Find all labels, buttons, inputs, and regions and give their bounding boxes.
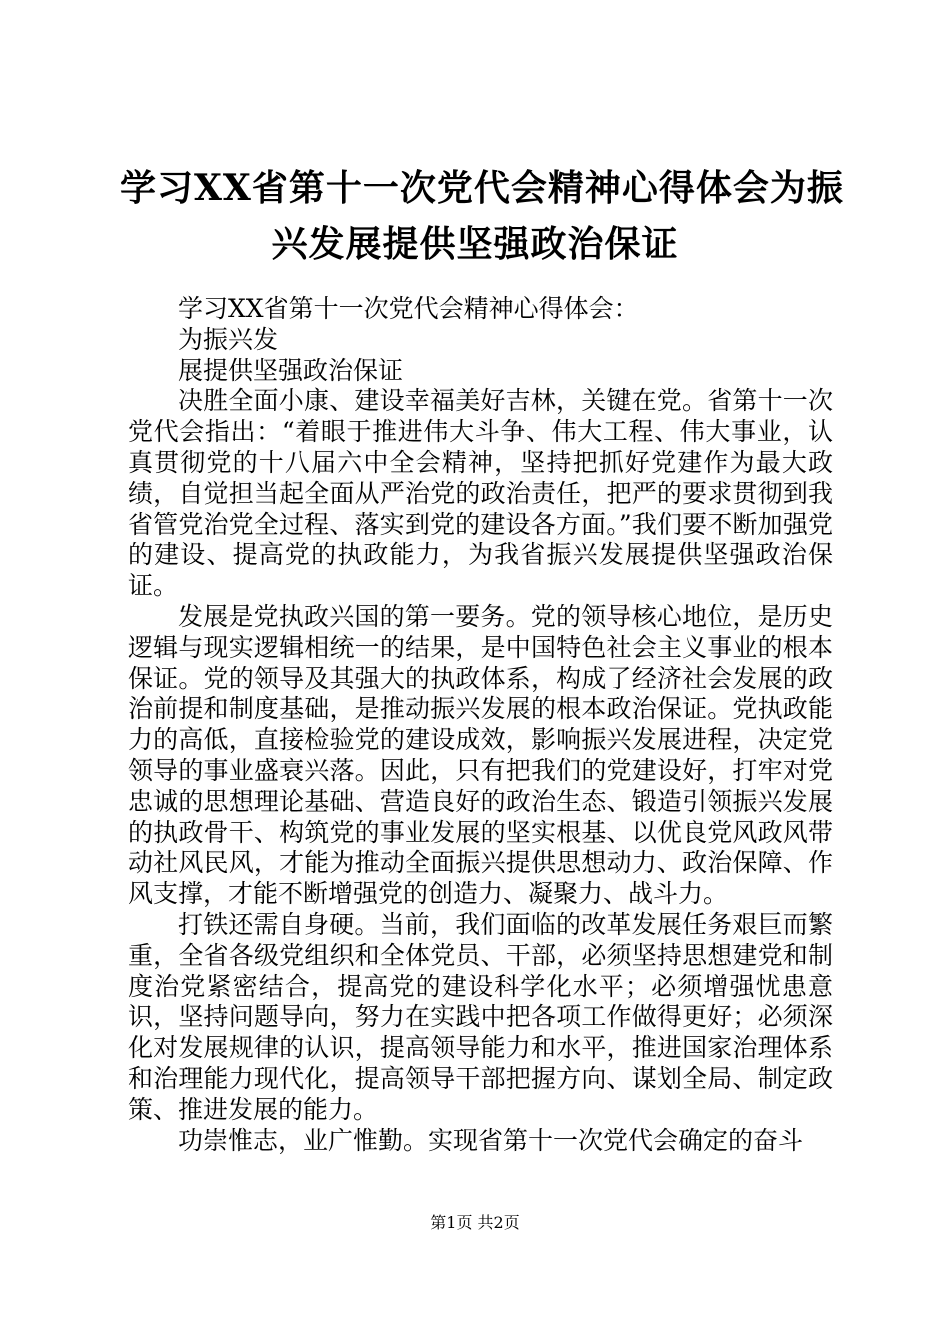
title-line-2: 兴发展提供坚强政治保证 (271, 223, 679, 265)
page-footer: 第1页 共2页 (430, 1213, 520, 1232)
paragraph-heading-3: 展提供坚强政治保证 (178, 355, 404, 385)
paragraph-heading-2: 为振兴发 (178, 324, 279, 354)
paragraph: 决胜全面小康、建设幸福美好吉林，关键在党。省第十一次党代会指出：“着眼于推进伟大斗争、伟大工程、伟大事业，认真贯彻党的十八届六中全会精神，坚持把抓好党建作为最大政绩，自觉担当起全面从严治党的政治责任，把严的要求贯彻到我省管党治党全过程、落实到党的建设各方面。”我们要不断加强党的建设、提高党的执政能力，为我省振兴发展提供坚强政治保证。 (128, 386, 833, 601)
paragraph: 发展是党执政兴国的第一要务。党的领导核心地位，是历史逻辑与现实逻辑相统一的结果，是中国特色社会主义事业的根本保证。党的领导及其强大的执政体系，构成了经济社会发展的政治前提和制度基础，是推动振兴发展的根本政治保证。党执政能力的高低，直接检验党的建设成效，影响振兴发展进程，决定党领导的事业盛衰兴落。因此，只有把我们的党建设好，打牢对党忠诚的思想理论基础、营造良好的政治生态、锻造引领振兴发展的执政骨干、构筑党的事业发展的坚实根基、以优良党风政风带动社风民风，才能为推动全面振兴提供思想动力、政治保障、作风支撑，才能不断增强党的创造力、凝聚力、战斗力。 (128, 601, 833, 909)
paragraph: 打铁还需自身硬。当前，我们面临的改革发展任务艰巨而繁重，全省各级党组织和全体党员、干部，必须坚持思想建党和制度治党紧密结合，提高党的建设科学化水平；必须增强忧患意识，坚持问题导向，努力在实践中把各项工作做得更好；必须深化对发展规律的认识，提高领导能力和水平，推进国家治理体系和治理能力现代化，提高领导干部把握方向、谋划全局、制定政策、推进发展的能力。 (128, 909, 833, 1124)
document-body (128, 294, 833, 1156)
paragraph-heading-1: 学习XX省第十一次党代会精神心得体会： (178, 294, 639, 323)
title-line-1: 学习XX省第十一次党代会精神心得体会为振 (120, 167, 844, 209)
document-title (120, 160, 844, 272)
paragraph: 功崇惟志，业广惟勤。实现省第十一次党代会确定的奋斗 (178, 1125, 804, 1155)
